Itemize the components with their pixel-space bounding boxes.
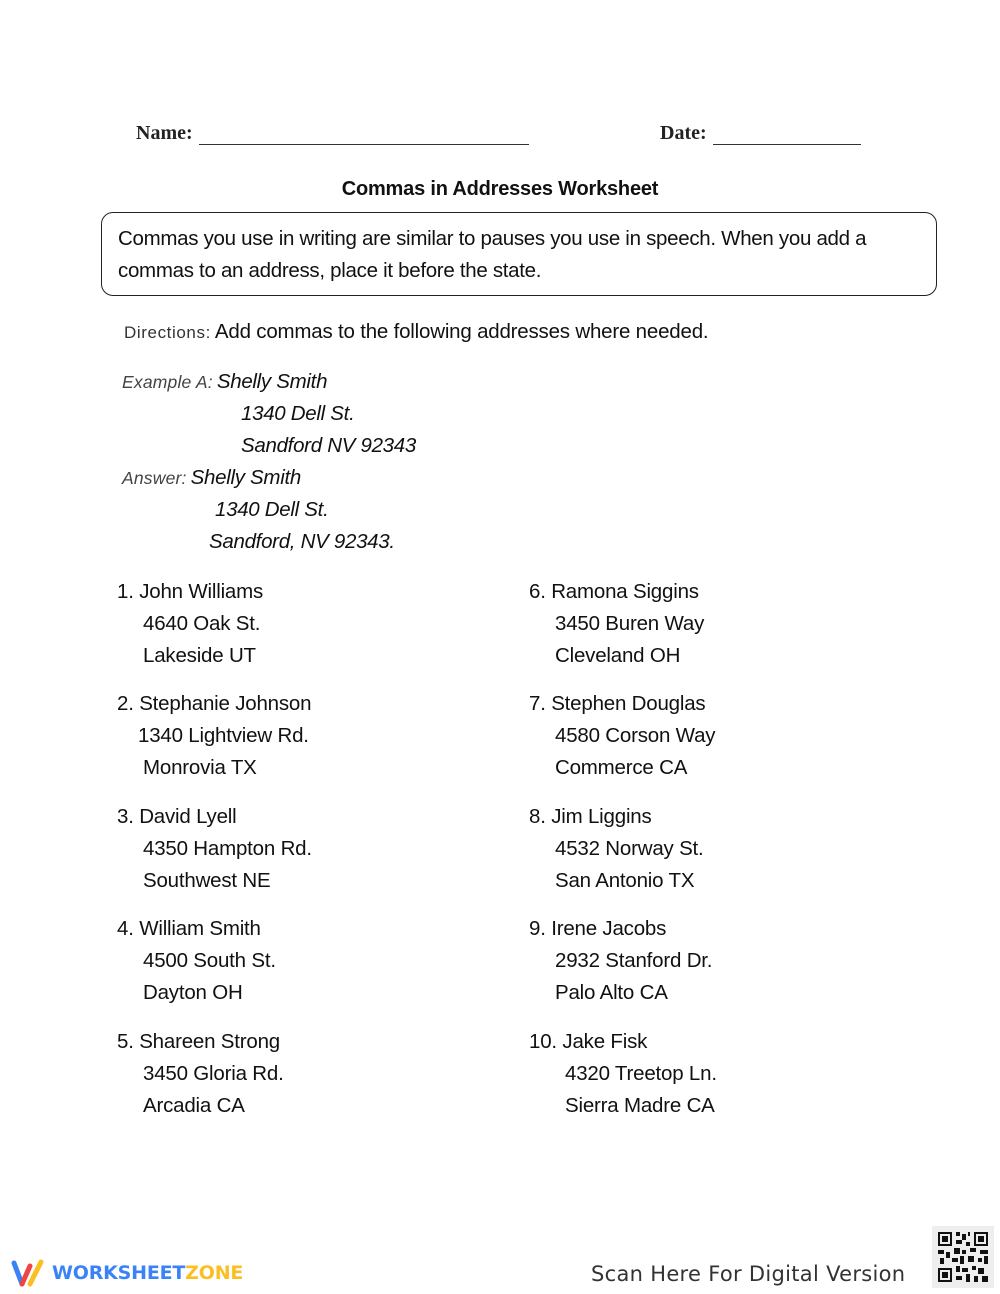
- scan-here-text: Scan Here For Digital Version: [591, 1262, 906, 1286]
- item-name: John Williams: [139, 580, 264, 603]
- item-name: Jake Fisk: [562, 1030, 648, 1053]
- item-street: 1340 Lightview Rd.: [138, 724, 309, 747]
- item-street: 4580 Corson Way: [555, 724, 716, 747]
- item-name: David Lyell: [139, 805, 237, 828]
- item-city: Lakeside UT: [143, 644, 256, 667]
- item-city: Monrovia TX: [143, 756, 257, 779]
- item-street: 4532 Norway St.: [555, 837, 704, 860]
- info-box: [101, 212, 937, 296]
- info-line-2: commas to an address, place it before the state.: [118, 259, 542, 282]
- date-label: Date:: [660, 122, 707, 144]
- directions-label: Directions:: [124, 323, 211, 342]
- item-street: 2932 Stanford Dr.: [555, 949, 713, 972]
- example-line-2: 1340 Dell St.: [241, 402, 355, 425]
- item-city: Cleveland OH: [555, 644, 681, 667]
- example-line-3: Sandford NV 92343: [241, 434, 416, 457]
- worksheetzone-logo[interactable]: [10, 1258, 243, 1288]
- info-line-1: Commas you use in writing are similar to pauses you use in speech. When you add a: [118, 227, 867, 250]
- item-city: Dayton OH: [143, 981, 243, 1004]
- item-number: 4.: [117, 917, 134, 940]
- item-number: 10.: [529, 1030, 557, 1053]
- item-city: Palo Alto CA: [555, 981, 668, 1004]
- item-name: Jim Liggins: [551, 805, 652, 828]
- logo-text-worksheet: WORKSHEET: [52, 1262, 186, 1284]
- directions-text: Add commas to the following addresses where needed.: [214, 320, 709, 343]
- item-name: Shareen Strong: [139, 1030, 281, 1053]
- item-name: Ramona Siggins: [551, 580, 699, 603]
- answer-line-2: 1340 Dell St.: [215, 498, 329, 521]
- item-city: Arcadia CA: [143, 1094, 245, 1117]
- item-street: 3450 Gloria Rd.: [143, 1062, 284, 1085]
- header-row: [136, 122, 876, 152]
- item-city: Sierra Madre CA: [565, 1094, 715, 1117]
- item-city: Southwest NE: [143, 869, 271, 892]
- answer-line-1: Shelly Smith: [190, 466, 301, 489]
- date-blank-line[interactable]: [713, 124, 861, 145]
- item-number: 7.: [529, 692, 546, 715]
- name-label: Name:: [136, 122, 193, 144]
- item-street: 4320 Treetop Ln.: [565, 1062, 717, 1085]
- logo-text: [52, 1262, 243, 1284]
- name-field[interactable]: [136, 122, 529, 145]
- example-label: Example A:: [122, 372, 213, 392]
- worksheetzone-w-icon: [10, 1258, 46, 1288]
- date-field[interactable]: [660, 122, 861, 145]
- item-city: San Antonio TX: [555, 869, 695, 892]
- qr-code-graphic: [932, 1226, 994, 1288]
- item-number: 5.: [117, 1030, 134, 1053]
- item-name: Stephanie Johnson: [139, 692, 312, 715]
- item-street: 4500 South St.: [143, 949, 276, 972]
- item-number: 2.: [117, 692, 134, 715]
- item-street: 4350 Hampton Rd.: [143, 837, 312, 860]
- item-street: 3450 Buren Way: [555, 612, 705, 635]
- item-number: 1.: [117, 580, 134, 603]
- item-number: 8.: [529, 805, 546, 828]
- qr-code-icon[interactable]: [932, 1226, 994, 1288]
- name-blank-line[interactable]: [199, 124, 529, 145]
- example-line-1: Shelly Smith: [216, 370, 328, 393]
- item-number: 9.: [529, 917, 546, 940]
- item-city: Commerce CA: [555, 756, 688, 779]
- item-number: 3.: [117, 805, 134, 828]
- item-number: 6.: [529, 580, 546, 603]
- answer-line-3: Sandford, NV 92343.: [209, 530, 395, 553]
- item-name: William Smith: [139, 917, 261, 940]
- directions: [124, 320, 708, 344]
- logo-text-zone: ZONE: [185, 1262, 244, 1284]
- page-title: Commas in Addresses Worksheet: [341, 178, 659, 200]
- item-street: 4640 Oak St.: [143, 612, 261, 635]
- answer-label: Answer:: [122, 468, 187, 488]
- item-name: Stephen Douglas: [551, 692, 706, 715]
- item-name: Irene Jacobs: [551, 917, 667, 940]
